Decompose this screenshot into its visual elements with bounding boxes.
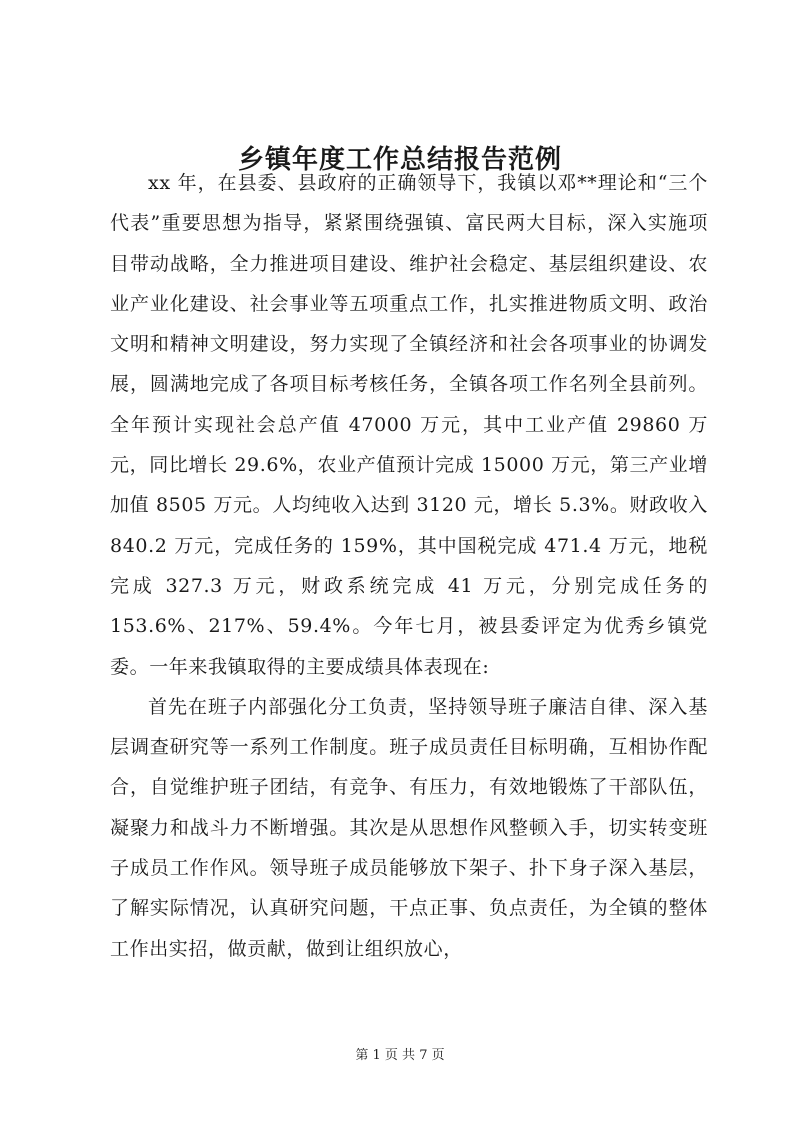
document-title: 乡镇年度工作总结报告范例 — [237, 145, 562, 175]
paragraph-2: 首先在班子内部强化分工负责，坚持领导班子廉洁自律、深入基层调查研究等一系列工作制度。班子成员责任目标明确，互相协作配合，自觉维护班子团结，有竞争、有压力，有效地锻炼了干部队伍，凝聚力和战斗力不断增强。其次是从思想作风整顿入手，切实转变班子成员工作作风。领导班子成员能够放下架子、扑下身子深入基层，了解实际情况，认真研究问题，干点正事、负点责任，为全镇的整体工作出实招，做贡献，做到让组织放心， — [110, 695, 708, 960]
page-footer: 第 1 页 共 7 页 — [355, 1048, 445, 1063]
paragraph-1: xx 年，在县委、县政府的正确领导下，我镇以邓**理论和“三个代表”重要思想为指导，紧紧围绕强镇、富民两大目标，深入实施项目带动战略，全力推进项目建设、维护社会稳定、基层组织建设、农业产业化建设、社会事业等五项重点工作，扎实推进物质文明、政治文明和精神文明建设，努力实现了全镇经济和社会各项事业的协调发展，圆满地完成了各项目标考核任务，全镇各项工作名列全县前列。全年预计实现社会总产值 47000 万元，其中工业产值 29860 万元，同比增长 29.6%，农业产值预计完成 15000 万元，第三产业增加值 8505 万元。人均纯收入达到 3120 元，增长 5.3%。财政收入 840.2 万元，完成任务的 159%，其中国税完成 471.4 万元，地税完成 327.3 万元，财政系统完成 41 万元，分别完成任务的 153.6%、217%、59.4%。今年七月，被县委评定为优秀乡镇党委。一年来我镇取得的主要成绩具体表现在: — [110, 172, 708, 678]
document-body — [110, 163, 708, 969]
